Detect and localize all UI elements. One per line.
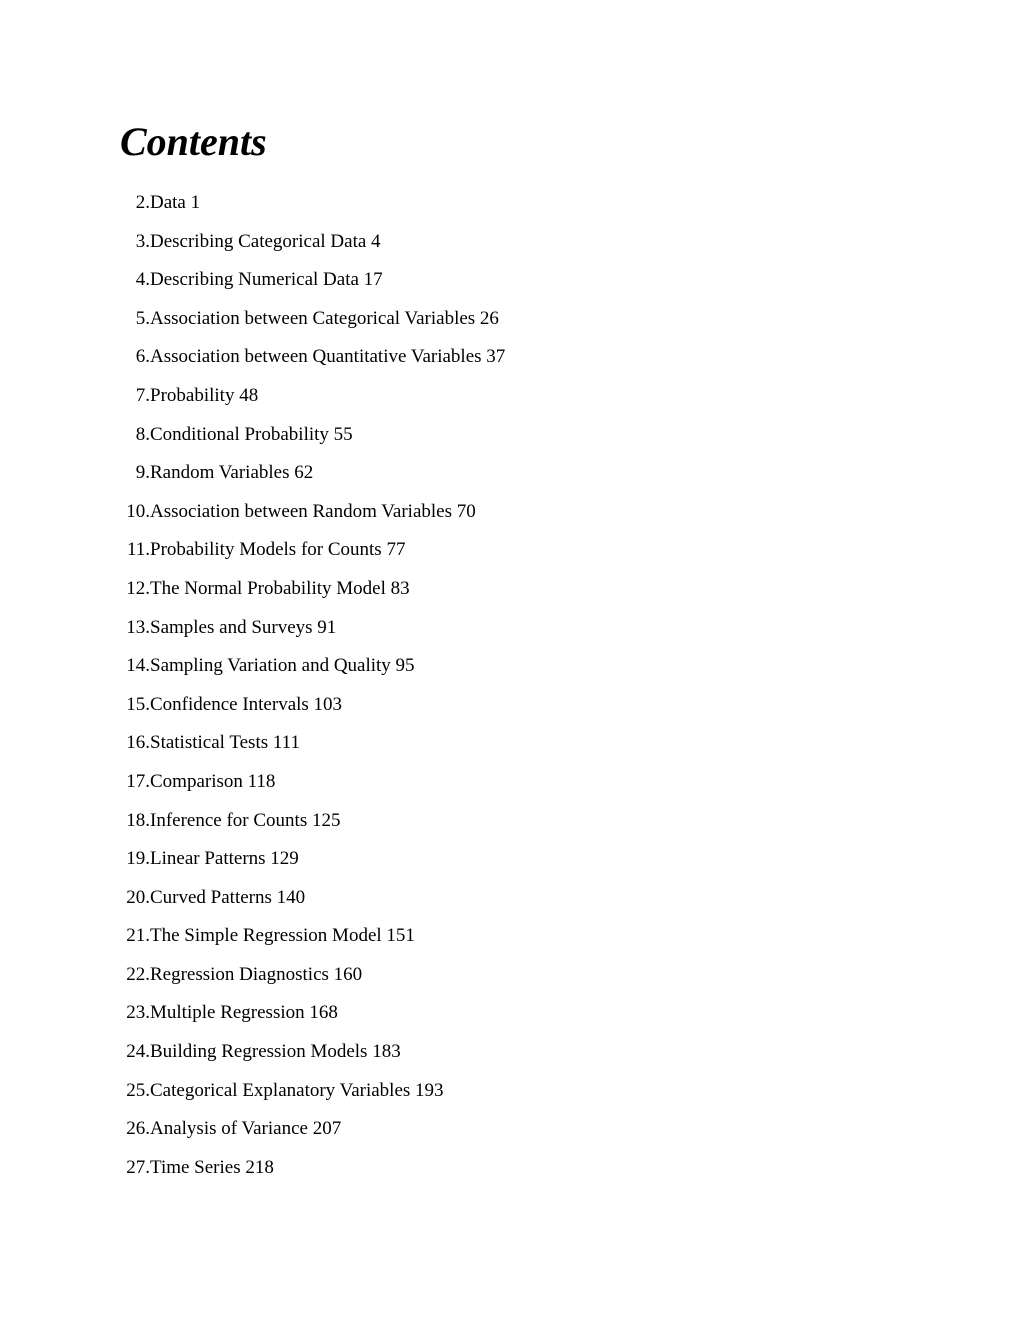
toc-entry-title: Association between Categorical Variables 26: [150, 307, 499, 329]
toc-entry-number: 12.: [126, 577, 150, 599]
toc-entry-number: 7.: [135, 384, 150, 406]
toc-entry-number: 17.: [126, 770, 150, 792]
toc-entry-number: 11.: [126, 539, 150, 561]
toc-entry-title: Time Series 218: [150, 1156, 274, 1178]
toc-entry-title: Comparison 118: [150, 770, 276, 792]
toc-entry-number: 21.: [126, 925, 150, 947]
toc-entry-number: 24.: [126, 1041, 150, 1063]
toc-entry-number: 13.: [126, 616, 150, 638]
toc-entry-title: Probability 48: [150, 384, 259, 406]
toc-entry-title: Confidence Intervals 103: [150, 693, 343, 715]
toc-entry-title: Regression Diagnostics 160: [150, 963, 363, 985]
toc-entry-title: Sampling Variation and Quality 95: [150, 655, 415, 677]
toc-entry-number: 5.: [135, 307, 150, 329]
toc-entry-number: 14.: [126, 655, 150, 677]
toc-entry-number: 3.: [135, 230, 150, 252]
toc-entry-title: Categorical Explanatory Variables 193: [150, 1079, 444, 1101]
toc-entry-title: The Normal Probability Model 83: [150, 577, 410, 599]
toc-entry-number: 9.: [135, 462, 150, 484]
toc-entry-title: Association between Random Variables 70: [150, 500, 476, 522]
toc-entry-title: Statistical Tests 111: [150, 732, 300, 754]
toc-entry-title: Curved Patterns 140: [150, 886, 306, 908]
toc-entry-title: Analysis of Variance 207: [150, 1118, 342, 1140]
toc-entry-number: 25.: [126, 1079, 150, 1101]
toc-entry-title: Samples and Surveys 91: [150, 616, 337, 638]
toc-entry-title: Probability Models for Counts 77: [150, 539, 406, 561]
toc-entry-number: 4.: [135, 269, 150, 291]
toc-entry-number: 22.: [126, 963, 150, 985]
toc-entry-number: 2.: [135, 192, 150, 213]
toc-entry-title: Association between Quantitative Variables 37: [150, 346, 506, 368]
toc-entry-number: 26.: [126, 1118, 150, 1140]
page-title: Contents: [120, 119, 267, 164]
toc-entry-title: Describing Numerical Data 17: [150, 269, 383, 291]
toc-entry-number: 19.: [126, 848, 150, 870]
toc-entry-number: 10.: [126, 500, 150, 522]
toc-entry-number: 6.: [135, 346, 150, 368]
toc-entry-title: Linear Patterns 129: [150, 848, 299, 870]
toc-entry-number: 18.: [126, 809, 150, 831]
toc-entry-number: 15.: [126, 693, 150, 715]
toc-entry-title: Random Variables 62: [150, 462, 314, 484]
toc-entry-title: Multiple Regression 168: [150, 1002, 338, 1024]
toc-entry-number: 8.: [135, 423, 150, 445]
toc-entry-title: Describing Categorical Data 4: [150, 230, 381, 252]
toc-entry-number: 27.: [126, 1156, 150, 1178]
toc-entry-title: Building Regression Models 183: [150, 1041, 401, 1063]
toc-entry-number: 20.: [126, 886, 150, 908]
toc-entry-number: 16.: [126, 732, 150, 754]
toc-entry-number: 23.: [126, 1002, 150, 1024]
toc-entry-title: Conditional Probability 55: [150, 423, 353, 445]
toc-entry-title: The Simple Regression Model 151: [150, 925, 415, 947]
toc-entry-title: Data 1: [150, 192, 201, 213]
toc-entry-title: Inference for Counts 125: [150, 809, 341, 831]
